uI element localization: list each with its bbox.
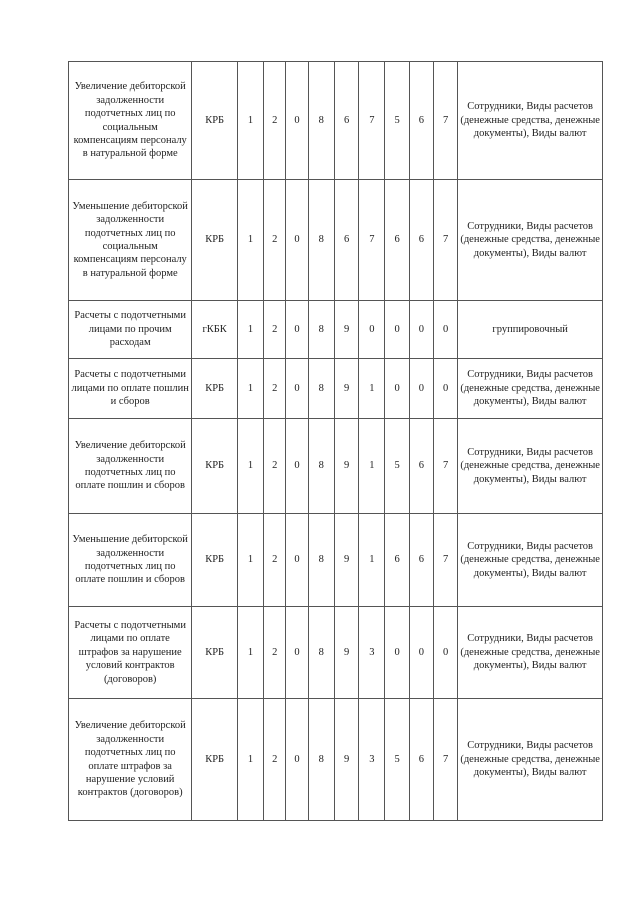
- account-digit-cell: 1: [237, 180, 263, 301]
- account-digit-cell: 2: [264, 699, 286, 821]
- account-digit-cell: 0: [286, 301, 308, 359]
- analytics-attributes-cell: Сотрудники, Виды расчетов (денежные средства, денежные документы), Виды валют: [458, 514, 603, 607]
- account-digit-cell: 8: [308, 62, 334, 180]
- account-digit-cell: 2: [264, 514, 286, 607]
- account-name-cell: Увеличение дебиторской задолженности подотчетных лиц по оплате штрафов за нарушение условий контрактов (договоров): [69, 699, 192, 821]
- account-digit-cell: 5: [385, 419, 409, 514]
- account-digit-cell: 0: [434, 607, 458, 699]
- account-digit-cell: 7: [359, 62, 385, 180]
- account-name-cell: Уменьшение дебиторской задолженности подотчетных лиц по оплате пошлин и сборов: [69, 514, 192, 607]
- account-name-cell: Расчеты с подотчетными лицами по оплате пошлин и сборов: [69, 359, 192, 419]
- account-digit-cell: 6: [409, 699, 433, 821]
- table-row: [69, 419, 603, 514]
- account-digit-cell: 9: [334, 359, 358, 419]
- table-row: [69, 514, 603, 607]
- account-code-cell: КРБ: [192, 607, 238, 699]
- account-digit-cell: 5: [385, 699, 409, 821]
- account-code-cell: КРБ: [192, 699, 238, 821]
- account-digit-cell: 0: [434, 301, 458, 359]
- account-digit-cell: 6: [409, 180, 433, 301]
- analytics-attributes-cell: Сотрудники, Виды расчетов (денежные средства, денежные документы), Виды валют: [458, 419, 603, 514]
- account-name-cell: Увеличение дебиторской задолженности подотчетных лиц по оплате пошлин и сборов: [69, 419, 192, 514]
- account-name-cell: Уменьшение дебиторской задолженности подотчетных лиц по социальным компенсациям персоналу в натуральной форме: [69, 180, 192, 301]
- account-digit-cell: 9: [334, 607, 358, 699]
- account-digit-cell: 7: [434, 419, 458, 514]
- account-digit-cell: 8: [308, 514, 334, 607]
- account-digit-cell: 0: [286, 699, 308, 821]
- account-digit-cell: 9: [334, 699, 358, 821]
- account-digit-cell: 1: [237, 301, 263, 359]
- account-digit-cell: 6: [409, 419, 433, 514]
- account-digit-cell: 6: [409, 514, 433, 607]
- account-digit-cell: 9: [334, 514, 358, 607]
- account-digit-cell: 8: [308, 359, 334, 419]
- account-digit-cell: 9: [334, 301, 358, 359]
- account-digit-cell: 2: [264, 301, 286, 359]
- account-digit-cell: 1: [359, 359, 385, 419]
- account-digit-cell: 1: [237, 419, 263, 514]
- analytics-attributes-cell: группировочный: [458, 301, 603, 359]
- account-digit-cell: 8: [308, 301, 334, 359]
- account-digit-cell: 9: [334, 419, 358, 514]
- account-name-cell: Увеличение дебиторской задолженности подотчетных лиц по социальным компенсациям персоналу в натуральной форме: [69, 62, 192, 180]
- analytics-attributes-cell: Сотрудники, Виды расчетов (денежные средства, денежные документы), Виды валют: [458, 359, 603, 419]
- account-digit-cell: 1: [237, 607, 263, 699]
- account-digit-cell: 0: [385, 301, 409, 359]
- account-digit-cell: 2: [264, 359, 286, 419]
- table-row: [69, 180, 603, 301]
- accounts-table: [68, 61, 603, 821]
- account-digit-cell: 1: [237, 514, 263, 607]
- analytics-attributes-cell: Сотрудники, Виды расчетов (денежные средства, денежные документы), Виды валют: [458, 699, 603, 821]
- account-digit-cell: 0: [409, 359, 433, 419]
- table-row: [69, 699, 603, 821]
- account-digit-cell: 7: [434, 180, 458, 301]
- account-digit-cell: 6: [385, 514, 409, 607]
- account-digit-cell: 2: [264, 607, 286, 699]
- account-digit-cell: 6: [385, 180, 409, 301]
- table-row: [69, 62, 603, 180]
- account-digit-cell: 0: [385, 359, 409, 419]
- table-body: [69, 62, 603, 821]
- analytics-attributes-cell: Сотрудники, Виды расчетов (денежные средства, денежные документы), Виды валют: [458, 180, 603, 301]
- account-digit-cell: 6: [334, 180, 358, 301]
- account-digit-cell: 0: [409, 607, 433, 699]
- account-digit-cell: 1: [237, 62, 263, 180]
- account-digit-cell: 2: [264, 62, 286, 180]
- analytics-attributes-cell: Сотрудники, Виды расчетов (денежные средства, денежные документы), Виды валют: [458, 62, 603, 180]
- account-code-cell: гКБК: [192, 301, 238, 359]
- account-digit-cell: 0: [359, 301, 385, 359]
- account-digit-cell: 1: [359, 514, 385, 607]
- account-digit-cell: 2: [264, 180, 286, 301]
- account-code-cell: КРБ: [192, 180, 238, 301]
- account-code-cell: КРБ: [192, 419, 238, 514]
- account-digit-cell: 1: [237, 699, 263, 821]
- account-digit-cell: 2: [264, 419, 286, 514]
- account-digit-cell: 0: [286, 62, 308, 180]
- account-name-cell: Расчеты с подотчетными лицами по оплате штрафов за нарушение условий контрактов (договоров): [69, 607, 192, 699]
- account-digit-cell: 7: [434, 699, 458, 821]
- account-digit-cell: 8: [308, 607, 334, 699]
- table-row: [69, 607, 603, 699]
- account-digit-cell: 7: [434, 514, 458, 607]
- account-digit-cell: 0: [409, 301, 433, 359]
- account-digit-cell: 0: [286, 359, 308, 419]
- account-name-cell: Расчеты с подотчетными лицами по прочим расходам: [69, 301, 192, 359]
- account-digit-cell: 1: [359, 419, 385, 514]
- account-digit-cell: 3: [359, 607, 385, 699]
- account-digit-cell: 0: [286, 607, 308, 699]
- account-digit-cell: 1: [237, 359, 263, 419]
- account-digit-cell: 0: [286, 180, 308, 301]
- account-digit-cell: 7: [359, 180, 385, 301]
- account-code-cell: КРБ: [192, 62, 238, 180]
- account-digit-cell: 8: [308, 699, 334, 821]
- account-digit-cell: 0: [434, 359, 458, 419]
- account-digit-cell: 6: [334, 62, 358, 180]
- table-row: [69, 359, 603, 419]
- account-digit-cell: 0: [286, 514, 308, 607]
- account-code-cell: КРБ: [192, 514, 238, 607]
- account-digit-cell: 0: [385, 607, 409, 699]
- table-row: [69, 301, 603, 359]
- account-digit-cell: 7: [434, 62, 458, 180]
- account-digit-cell: 6: [409, 62, 433, 180]
- account-digit-cell: 8: [308, 180, 334, 301]
- account-digit-cell: 8: [308, 419, 334, 514]
- analytics-attributes-cell: Сотрудники, Виды расчетов (денежные средства, денежные документы), Виды валют: [458, 607, 603, 699]
- account-digit-cell: 0: [286, 419, 308, 514]
- account-code-cell: КРБ: [192, 359, 238, 419]
- account-digit-cell: 3: [359, 699, 385, 821]
- account-digit-cell: 5: [385, 62, 409, 180]
